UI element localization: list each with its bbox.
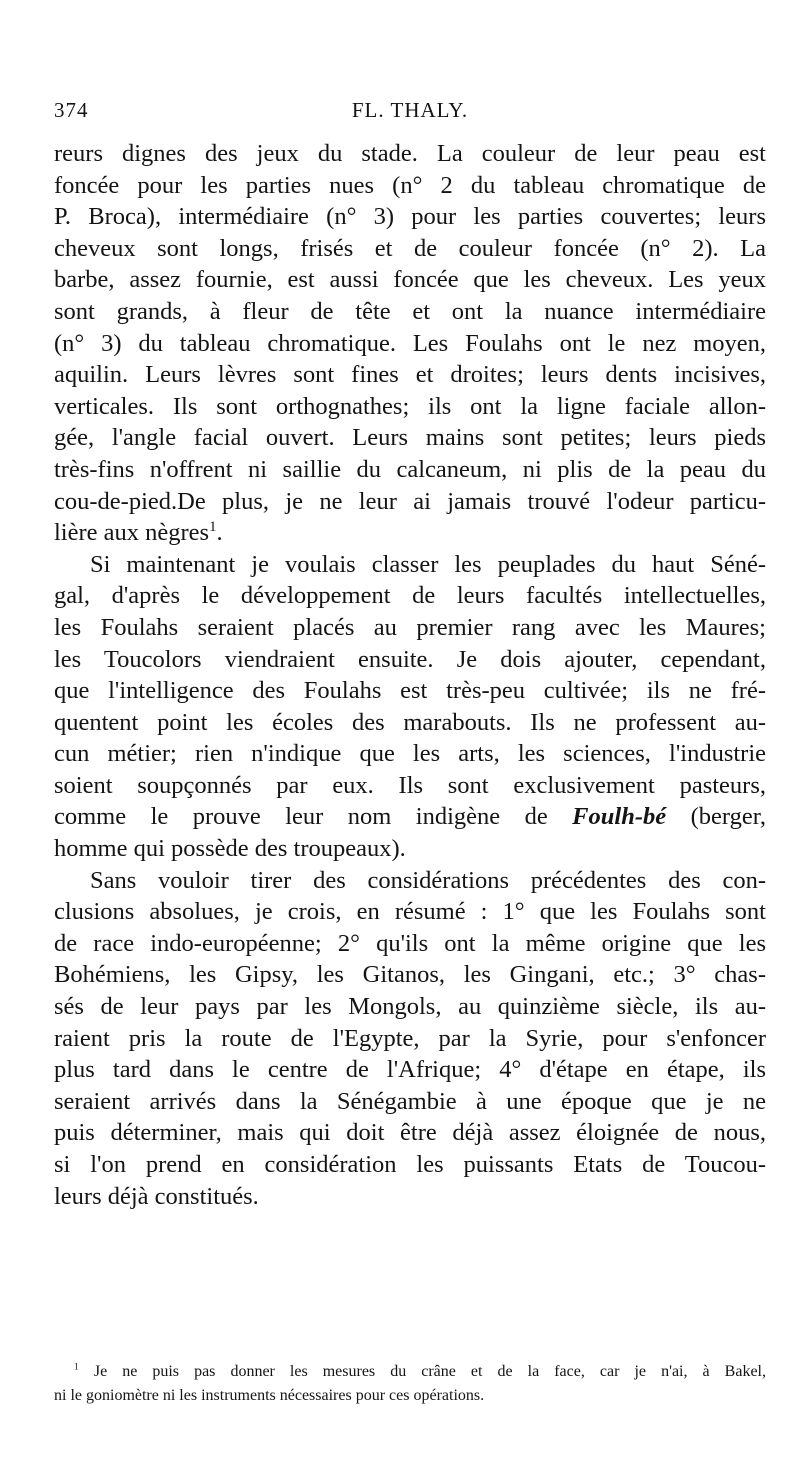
text-span: . <box>216 519 223 547</box>
text-line: quentent point les écoles des marabouts. Ils ne professent au- <box>54 708 766 736</box>
text-line: (n° 3) du tableau chromatique. Les Foulahs ont le nez moyen, <box>54 329 766 357</box>
footnote-ref[interactable]: 1 <box>209 518 217 535</box>
emphasis: Foulh-bé <box>572 803 667 831</box>
text-line: les Foulahs seraient placés au premier rang avec les Maures; <box>54 613 766 641</box>
text-line: cheveux sont longs, frisés et de couleur foncée (n° 2). La <box>54 234 766 262</box>
page-number: 374 <box>54 98 89 122</box>
text-line: clusions absolues, je crois, en résumé : 1° que les Foulahs sont <box>54 898 766 926</box>
text-span: Je ne puis pas donner les mesures du crâne et de la face, car je n'ai, à Bakel, <box>93 1363 767 1380</box>
text-line: plus tard dans le centre de l'Afrique; 4° d'étape en étape, ils <box>54 1056 766 1084</box>
paragraph-1 <box>54 138 766 549</box>
paragraph-2 <box>54 549 766 865</box>
text-line: gée, l'angle facial ouvert. Leurs mains sont petites; leurs pieds <box>54 424 766 452</box>
text-line: aquilin. Leurs lèvres sont fines et droites; leurs dents incisives, <box>54 361 766 389</box>
text-line: leurs déjà constitués. <box>54 1182 259 1210</box>
text-line: très-fins n'offrent ni saillie du calcaneum, ni plis de la peau du <box>54 455 766 483</box>
footnote-line: ni le goniomètre ni les instruments nécessaires pour ces opérations. <box>54 1387 485 1404</box>
text-span: comme le prouve leur nom indigène de <box>54 803 548 831</box>
text-line: si l'on prend en considération les puissants Etats de Toucou- <box>54 1151 766 1178</box>
text-line: P. Broca), intermédiaire (n° 3) pour les parties couvertes; leurs <box>54 203 766 231</box>
body-text <box>54 138 766 1212</box>
text-span: (berger, <box>690 803 767 831</box>
paragraph-3 <box>54 865 766 1213</box>
text-line: sés de leur pays par les Mongols, au quinzième siècle, ils au- <box>54 993 766 1021</box>
text-line: homme qui possède des troupeaux). <box>54 835 406 863</box>
footnote <box>54 1360 766 1408</box>
running-head: FL. THALY. <box>351 98 469 122</box>
text-line: gal, d'après le développement de leurs facultés intellectuelles, <box>54 582 766 610</box>
text-span: lière aux nègres <box>54 519 210 547</box>
footnote-line <box>54 1360 766 1384</box>
text-line: raient pris la route de l'Egypte, par la Syrie, pour s'enfoncer <box>54 1024 766 1052</box>
text-line: Si maintenant je voulais classer les peuplades du haut Séné- <box>90 550 766 578</box>
text-line <box>54 801 766 833</box>
text-line: seraient arrivés dans la Sénégambie à une époque que je ne <box>54 1087 766 1115</box>
text-line: Bohémiens, les Gipsy, les Gitanos, les Gingani, etc.; 3° chas- <box>54 961 766 989</box>
text-line: cun métier; rien n'indique que les arts, les sciences, l'industrie <box>54 740 766 768</box>
text-line: barbe, assez fournie, est aussi foncée que les cheveux. Les yeux <box>54 266 766 294</box>
text-line: soient soupçonnés par eux. Ils sont exclusivement pasteurs, <box>54 771 766 799</box>
text-line: de race indo-européenne; 2° qu'ils ont la même origine que les <box>54 929 766 957</box>
text-line: reurs dignes des jeux du stade. La couleur de leur peau est <box>54 140 766 167</box>
text-line: verticales. Ils sont orthognathes; ils ont la ligne faciale allon- <box>54 392 766 420</box>
text-line: cou-de-pied.De plus, je ne leur ai jamais trouvé l'odeur particu- <box>54 487 766 515</box>
page-header <box>54 98 766 128</box>
text-line <box>54 517 766 549</box>
footnote-marker: 1 <box>74 1361 79 1373</box>
text-line: puis déterminer, mais qui doit être déjà assez éloignée de nous, <box>54 1119 766 1147</box>
text-line: foncée pour les parties nues (n° 2 du tableau chromatique de <box>54 171 766 199</box>
text-line: sont grands, à fleur de tête et ont la nuance intermédiaire <box>54 297 766 325</box>
text-line: les Toucolors viendraient ensuite. Je dois ajouter, cependant, <box>54 645 766 673</box>
text-line: que l'intelligence des Foulahs est très-peu cultivée; ils ne fré- <box>54 677 766 705</box>
text-line: Sans vouloir tirer des considérations précédentes des con- <box>90 866 766 894</box>
